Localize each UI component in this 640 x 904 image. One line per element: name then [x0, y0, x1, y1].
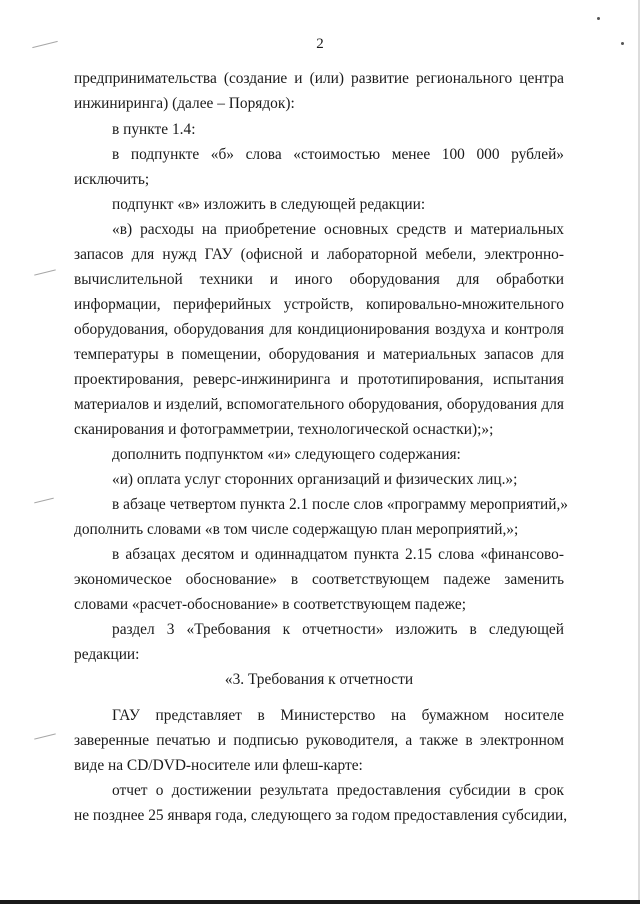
- scan-mark: [34, 733, 56, 739]
- text-line: оборудования, оборудования для кондиционирования воздуха и контроля: [74, 321, 564, 338]
- text-line: дополнить подпунктом «и» следующего содержания:: [112, 446, 461, 463]
- text-line: отчет о достижении результата предоставления субсидии в срок: [112, 782, 564, 799]
- text-line: ГАУ представляет в Министерство на бумажном носителе: [112, 707, 564, 724]
- text-line: «в) расходы на приобретение основных средств и материальных: [112, 221, 564, 238]
- text-line: запасов для нужд ГАУ (офисной и лабораторной мебели, электронно-: [74, 246, 564, 263]
- text-line: вычислительной техники и иного оборудования для обработки: [74, 271, 564, 288]
- text-line: подпункт «в» изложить в следующей редакции:: [112, 196, 426, 213]
- text-line: заверенные печатью и подписью руководителя, а также в электронном: [74, 732, 564, 749]
- scan-dot: [597, 17, 600, 20]
- text-line: инжиниринга) (далее – Порядок):: [74, 95, 295, 112]
- text-line: в абзацах десятом и одиннадцатом пункта 2.15 слова «финансово-: [112, 546, 564, 563]
- text-line: проектирования, реверс-инжиниринга и прототипирования, испытания: [74, 371, 564, 388]
- text-line: температуры в помещении, оборудования и материальных запасов для: [74, 346, 564, 363]
- scan-dot: [621, 42, 624, 45]
- text-line: редакции:: [74, 646, 140, 663]
- text-line: в подпункте «б» слова «стоимостью менее 100 000 рублей»: [112, 146, 564, 163]
- text-line: информации, периферийных устройств, копировально-множительного: [74, 296, 564, 313]
- text-line: дополнить словами «в том числе содержащую план мероприятий,»;: [74, 521, 519, 538]
- text-line: предпринимательства (создание и (или) развитие регионального центра: [74, 70, 564, 87]
- text-line: материалов и изделий, вспомогательного оборудования, оборудования для: [74, 396, 564, 413]
- text-line: не позднее 25 января года, следующего за годом предоставления субсидии,: [74, 807, 568, 824]
- page-bottom-edge: [0, 900, 640, 904]
- text-line: словами «расчет-обоснование» в соответствующем падеже;: [74, 596, 467, 613]
- scan-mark: [34, 498, 54, 504]
- text-line: в пункте 1.4:: [112, 121, 196, 138]
- page-number: 2: [316, 36, 324, 52]
- text-line: раздел 3 «Требования к отчетности» изложить в следующей: [112, 621, 564, 638]
- text-line: экономическое обоснование» в соответствующем падеже заменить: [74, 571, 564, 588]
- text-line: исключить;: [74, 171, 150, 188]
- text-line: виде на CD/DVD-носителе или флеш-карте:: [74, 757, 363, 774]
- scan-mark: [34, 269, 56, 275]
- text-line: сканирования и фотограмметрии, технологической оснастки);»;: [74, 421, 494, 438]
- section-heading: «3. Требования к отчетности: [224, 671, 414, 688]
- text-line: «и) оплата услуг сторонних организаций и физических лиц.»;: [112, 471, 518, 488]
- text-line: в абзаце четвертом пункта 2.1 после слов «программу мероприятий,»: [112, 496, 568, 513]
